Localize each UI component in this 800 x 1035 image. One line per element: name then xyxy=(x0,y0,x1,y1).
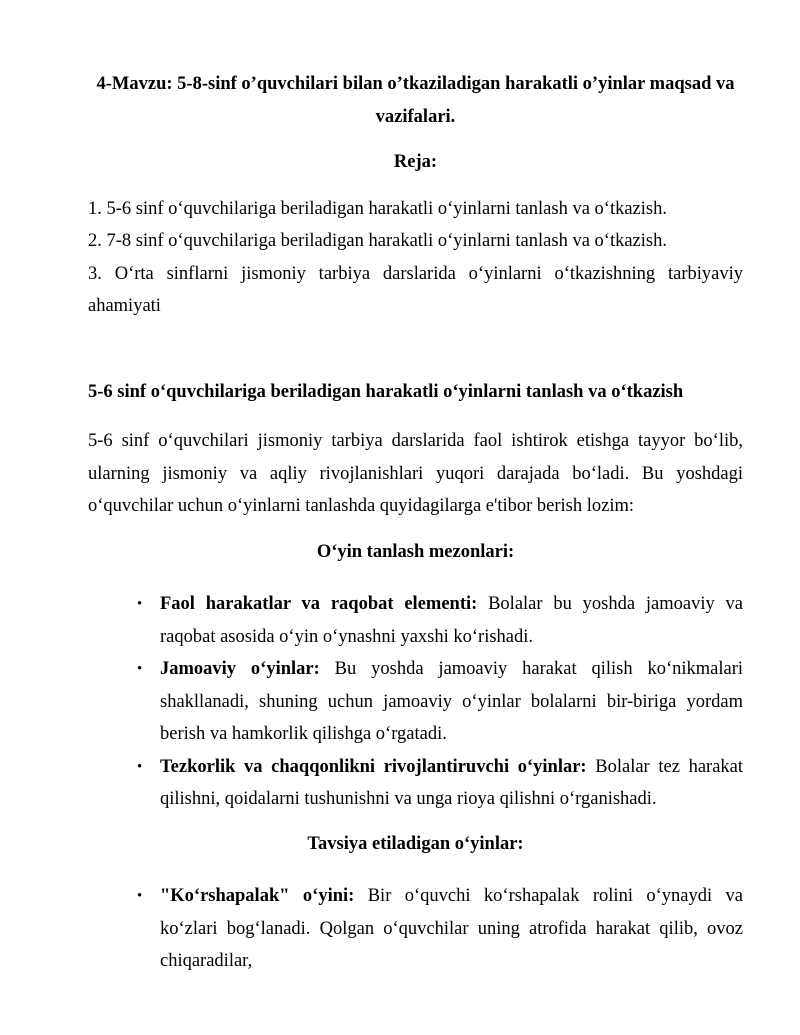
plan-item-3: 3. O‘rta sinflarni jismoniy tarbiya darslarida o‘yinlarni o‘tkazishning tarbiyaviy ahamiyati xyxy=(88,263,743,316)
document-title: 4-Mavzu: 5-8-sinf o’quvchilari bilan o’tkaziladigan harakatli o’yinlar maqsad va vazifalari. xyxy=(96,74,735,127)
item-text: Bu yoshda jamoaviy harakat qilish ko‘nikmalari shakllanadi, shuning uchun jamoaviy o‘yinlar bolalarni bir-biriga yordam berish va hamkorlik qilishga o‘rgatadi. xyxy=(160,659,744,744)
bullet-icon: • xyxy=(137,661,143,677)
list-item xyxy=(88,588,743,653)
criteria-heading: O‘yin tanlash mezonlari: xyxy=(316,541,515,562)
item-label: Jamoaviy o‘yinlar: xyxy=(160,659,320,679)
item-text: Bir o‘quvchi ko‘rshapalak rolini o‘ynaydi va ko‘zlari bog‘lanadi. Qolgan o‘quvchilar uning atrofida harakat qilib, ovoz chiqaradilar, xyxy=(160,886,743,971)
games-list xyxy=(88,880,743,978)
plan-heading: Reja: xyxy=(393,152,438,172)
item-label: Faol harakatlar va raqobat elementi: xyxy=(160,594,478,614)
plan-item-1: 1. 5-6 sinf o‘quvchilariga beriladigan harakatli o‘yinlarni tanlash va o‘tkazish. xyxy=(88,198,667,219)
item-label: "Ko‘rshapalak" o‘yini: xyxy=(160,886,355,906)
bullet-icon: • xyxy=(137,596,143,612)
list-item xyxy=(88,751,743,816)
bullet-icon: • xyxy=(137,888,143,904)
item-text: Bolalar bu yoshda jamoaviy va raqobat asosida o‘yin o‘ynashni yaxshi ko‘rishadi. xyxy=(160,594,743,647)
list-item xyxy=(88,653,743,751)
intro-paragraph: 5-6 sinf o‘quvchilari jismoniy tarbiya darslarida faol ishtirok etishga tayyor bo‘lib, ularning jismoniy va aqliy rivojlanishlari yuqori darajada bo‘ladi. Bu yoshdagi o‘quvchilar uchun o‘yinlarni tanlashda quyidagilarga e'tibor berish lozim: xyxy=(88,431,743,516)
games-heading: Tavsiya etiladigan o‘yinlar: xyxy=(307,833,524,854)
section-heading: 5-6 sinf o‘quvchilariga beriladigan harakatli o‘yinlarni tanlash va o‘tkazish xyxy=(88,381,684,402)
bullet-icon: • xyxy=(137,758,143,775)
criteria-list xyxy=(88,588,743,816)
list-item xyxy=(88,880,743,978)
item-text: Bolalar tez harakat qilishni, qoidalarni tushunishni va unga rioya qilishni o‘rganishadi. xyxy=(160,756,744,809)
item-label: Tezkorlik va chaqqonlikni rivojlantiruvchi o‘yinlar: xyxy=(160,756,587,777)
plan-item-2: 2. 7-8 sinf o‘quvchilariga beriladigan harakatli o‘yinlarni tanlash va o‘tkazish. xyxy=(88,231,667,251)
